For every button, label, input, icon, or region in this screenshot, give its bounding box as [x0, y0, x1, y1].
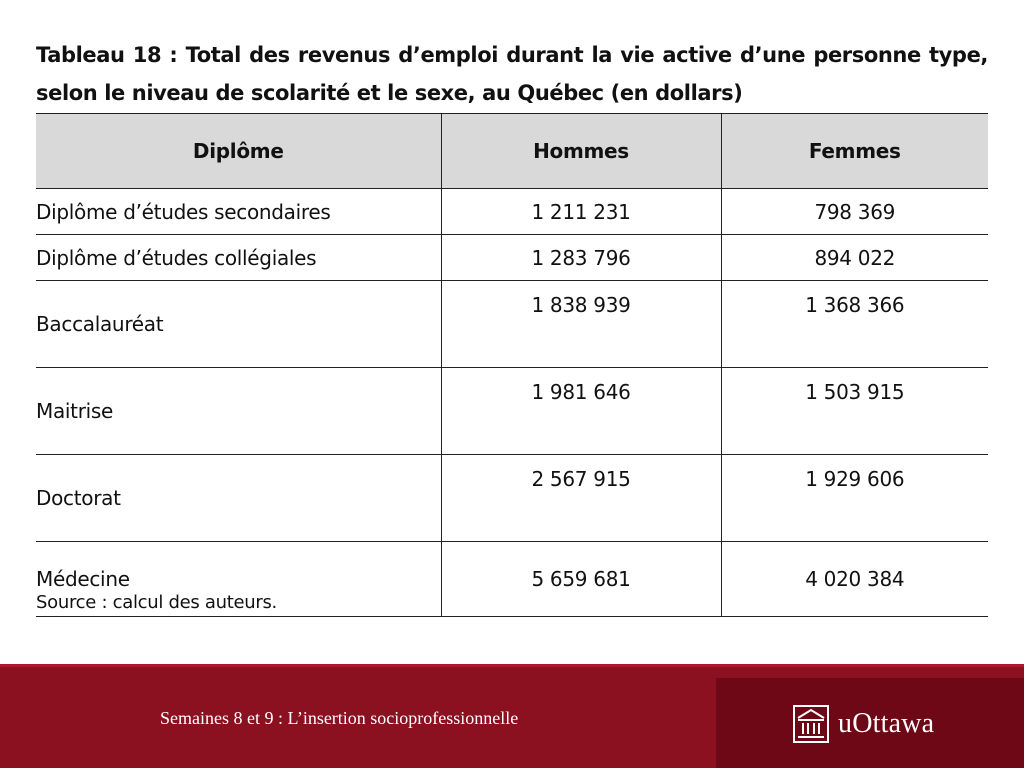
femmes-cell: 4 020 384	[721, 542, 988, 617]
diplome-cell: Baccalauréat	[36, 281, 441, 368]
table-row	[36, 235, 988, 281]
table-row	[36, 189, 988, 235]
header-hommes: Hommes	[441, 114, 721, 189]
femmes-cell: 1 503 915	[721, 368, 988, 455]
header-diplome: Diplôme	[36, 114, 441, 189]
income-table	[36, 113, 988, 617]
diplome-cell: Diplôme d’études collégiales	[36, 235, 441, 281]
hommes-cell: 1 981 646	[441, 368, 721, 455]
footer-course-title: Semaines 8 et 9 : L’insertion socioprofessionnelle	[160, 708, 519, 728]
femmes-cell: 894 022	[721, 235, 988, 281]
hommes-cell: 1 211 231	[441, 189, 721, 235]
diplome-cell: Maitrise	[36, 368, 441, 455]
hommes-cell: 5 659 681	[441, 542, 721, 617]
diplome-cell: Médecine	[36, 542, 441, 617]
table-row	[36, 281, 988, 368]
table-title: Tableau 18 : Total des revenus d’emploi durant la vie active d’une personne type, selon le niveau de scolarité et le sexe, au Québec (en dollars)	[36, 43, 988, 105]
diplome-cell: Doctorat	[36, 455, 441, 542]
uottawa-logo	[792, 702, 934, 746]
hommes-cell: 1 283 796	[441, 235, 721, 281]
hommes-cell: 1 838 939	[441, 281, 721, 368]
source-note: Source : calcul des auteurs.	[36, 592, 277, 613]
table-row	[36, 368, 988, 455]
header-femmes: Femmes	[721, 114, 988, 189]
femmes-cell: 1 929 606	[721, 455, 988, 542]
hommes-cell: 2 567 915	[441, 455, 721, 542]
diplome-cell: Diplôme d’études secondaires	[36, 189, 441, 235]
table-row	[36, 455, 988, 542]
logo-text: uOttawa	[838, 708, 935, 739]
header-row	[36, 114, 988, 189]
femmes-cell: 798 369	[721, 189, 988, 235]
footer-stripe	[0, 664, 1024, 667]
building-icon	[792, 704, 830, 744]
femmes-cell: 1 368 366	[721, 281, 988, 368]
